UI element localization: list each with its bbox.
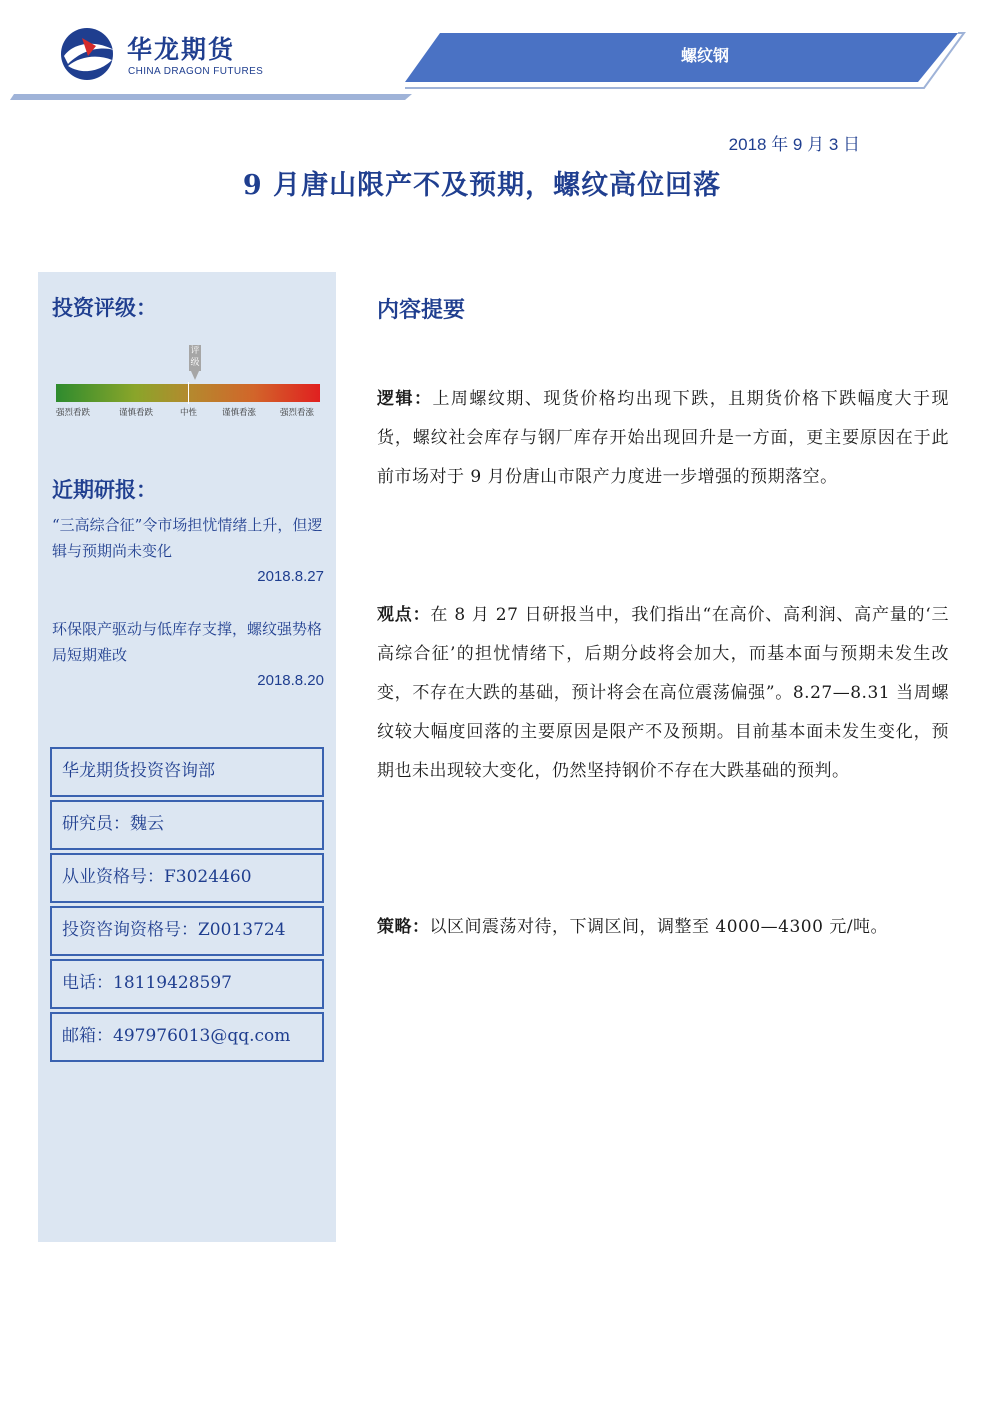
report-date: 2018 年 9 月 3 日 [728,135,860,154]
contact-researcher: 研究员：魏云 [50,800,324,850]
contact-phone[interactable]: 电话：18119428597 [50,959,324,1009]
recent-report-date: 2018.8.20 [257,672,324,689]
recent-report-title[interactable]: “三高综合征”令市场担忧情绪上升，但逻辑与预期尚未变化 [52,516,323,560]
strategy-text: 以区间震荡对待，下调区间，调整至 4000—4300 元/吨。 [429,917,889,937]
brand-name: 华龙期货 [127,35,236,64]
logic-text: 上周螺纹期、现货价格均出现下跌，且期货价格下跌幅度大于现货，螺纹社会库存与钢厂库存开始出现回升是一方面，更主要原因在于此前市场对于 9 月份唐山市限产力度进一步增强的预期落空。 [377,389,950,487]
rating-label: 强烈看涨 [280,408,315,418]
rating-label: 中性 [180,408,198,418]
recent-report-date: 2018.8.27 [257,568,324,585]
logic-label: 逻辑： [377,389,433,409]
recent-reports-heading: 近期研报： [52,477,157,502]
recent-report-title[interactable]: 环保限产驱动与低库存支撑，螺纹强势格局短期难改 [52,620,323,664]
contact-box [50,747,324,1065]
strategy-label: 策略： [377,917,430,937]
rating-label: 谨慎看跌 [119,408,154,418]
rating-label: 谨慎看涨 [222,408,257,418]
rating-midline [188,382,189,404]
contact-license: 从业资格号：F3024460 [50,853,324,903]
view-text: 在 8 月 27 日研报当中，我们指出“在高价、高利润、高产量的‘三高综合征’的担忧情绪下，后期分歧将会加大，而基本面与预期未发生改变，不存在大跌的基础，预计将会在高位震荡偏强”。8.27—8.31 当周螺纹较大幅度回落的主要原因是限产不及预期。目前基本面未发生变化，预期也未出现较大变化，仍然坚持钢价不存在大跌基础的预判。 [377,605,949,781]
sidebar [38,272,336,1242]
report-category: 螺纹钢 [680,46,729,65]
strategy-paragraph [377,908,949,947]
summary-heading: 内容提要 [377,297,466,323]
header-underline [10,94,412,100]
view-label: 观点： [377,605,431,625]
rating-marker [189,345,201,371]
rating-label: 强烈看跌 [56,408,91,418]
recent-report-item[interactable] [52,616,324,694]
contact-department: 华龙期货投资咨询部 [50,747,324,797]
contact-email[interactable]: 邮箱：497976013@qq.com [50,1012,324,1062]
recent-report-item[interactable] [52,512,324,590]
rating-heading: 投资评级： [52,295,157,320]
brand-name-english: CHINA DRAGON FUTURES [128,66,264,77]
rating-labels [56,406,320,418]
rating-marker-label: 评级 [190,346,200,368]
contact-advisory-license: 投资咨询资格号：Z0013724 [50,906,324,956]
view-paragraph [377,596,949,791]
rating-arrow-icon [191,371,199,380]
report-title: 9 月唐山限产不及预期，螺纹高位回落 [242,170,722,201]
company-logo-icon [58,26,120,82]
logic-paragraph [377,380,949,497]
